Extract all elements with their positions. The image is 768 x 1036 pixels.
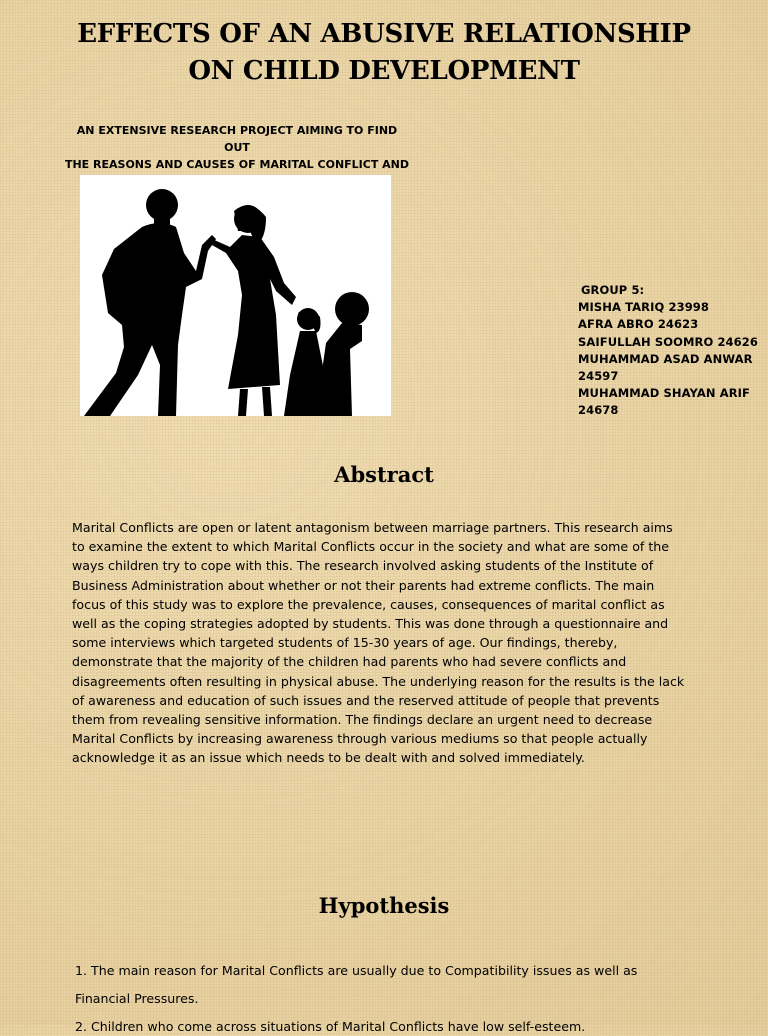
- abstract-line: demonstrate that the majority of the children had parents who had severe conflicts and: [72, 654, 627, 670]
- group-member-line: MUHAMMAD ASAD ANWAR: [578, 351, 753, 366]
- hypothesis-line: Financial Pressures.: [75, 991, 199, 1006]
- hypothesis-line: 2. Children who come across situations of Marital Conflicts have low self-esteem.: [75, 1019, 586, 1034]
- subtitle-line-2: THE REASONS AND CAUSES OF MARITAL CONFLICT AND: [64, 158, 410, 171]
- abstract-line: focus of this study was to explore the prevalence, causes, consequences of marital conflict as: [72, 596, 665, 612]
- group-heading: GROUP 5:: [581, 283, 645, 297]
- family-conflict-silhouette-image: [80, 175, 391, 416]
- abstract-line: acknowledge it as an issue which needs to be dealt with and solved immediately.: [72, 750, 585, 766]
- group-member-line: 24597: [578, 369, 619, 384]
- abstract-line: them from revealing sensitive information. The findings declare an urgent need to decrease: [72, 712, 653, 728]
- group-member-line: AFRA ABRO 24623: [578, 317, 699, 332]
- group-member-line: MUHAMMAD SHAYAN ARIF: [578, 386, 750, 401]
- subtitle-line-1: AN EXTENSIVE RESEARCH PROJECT AIMING TO FIND OUT: [76, 124, 398, 154]
- abstract-line: Marital Conflicts are open or latent antagonism between marriage partners. This research aims: [72, 520, 673, 535]
- hypothesis-line: 1. The main reason for Marital Conflicts are usually due to Compatibility issues as well as: [75, 963, 638, 978]
- boy-body: [320, 323, 362, 416]
- hypothesis-list: [75, 962, 755, 1036]
- group-member-line: SAIFULLAH SOOMRO 24626: [578, 334, 758, 349]
- group-member-line: 24678: [578, 403, 619, 418]
- abstract-line: ways children try to cope with this. The research involved asking students of the Institute of: [72, 558, 654, 574]
- mother-body: [212, 235, 296, 389]
- hypothesis-heading: Hypothesis: [318, 893, 450, 918]
- abstract-line: Business Administration about whether or not their parents had extreme conflicts. The main: [72, 577, 655, 593]
- abstract-line: disagreements often resulting in physical abuse. The underlying reason for the results is the lack: [72, 673, 685, 689]
- group-member-line: MISHA TARIQ 23998: [578, 300, 710, 315]
- boy-head: [335, 292, 369, 326]
- group-members: [578, 282, 768, 420]
- abstract-line: to examine the extent to which Marital Conflicts occur in the society and what are some of the: [72, 539, 669, 555]
- family-conflict-silhouette-icon: [80, 175, 391, 416]
- title-line-2: ON CHILD DEVELOPMENT: [188, 56, 580, 86]
- abstract-body: [72, 518, 712, 768]
- abstract-line: Marital Conflicts by increasing awareness through various mediums so that people actually: [72, 731, 648, 747]
- page-title: [0, 16, 768, 90]
- abstract-line: well as the coping strategies adopted by students. This was done through a questionnaire and: [72, 616, 669, 632]
- mother-legs: [238, 387, 272, 416]
- abstract-line: some interviews which targeted students of 15-30 years of age. Our findings, thereby,: [72, 635, 618, 651]
- father-body: [84, 223, 216, 416]
- abstract-heading: Abstract: [334, 462, 434, 487]
- abstract-line: of awareness and education of such issues and the reserved attitude of people that prevents: [72, 692, 660, 708]
- title-line-1: EFFECTS OF AN ABUSIVE RELATIONSHIP: [77, 19, 691, 49]
